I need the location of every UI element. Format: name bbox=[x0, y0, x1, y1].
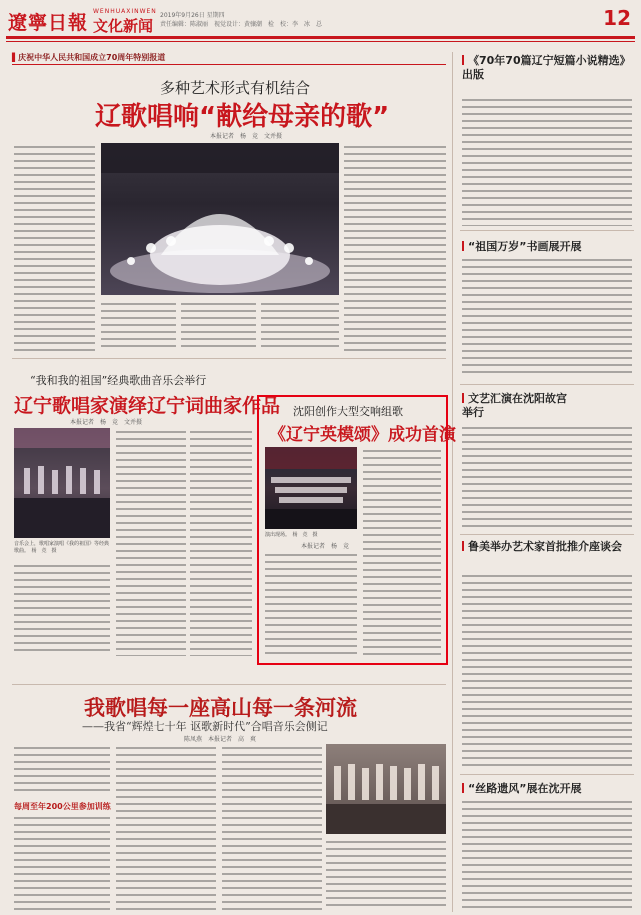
article4-photo bbox=[326, 744, 446, 834]
article3-photo-caption: 演出现场。 杨 竞 摄 bbox=[265, 532, 318, 538]
concert-image bbox=[14, 428, 110, 538]
editor-line: 责任编辑：陈淑丽 视觉设计：黄骧潮 检 校：李 冰 总 bbox=[160, 21, 323, 28]
article2-byline: 本报记者 杨 竞 文并摄 bbox=[70, 419, 143, 426]
article3-kicker: 沈阳创作大型交响组歌 bbox=[293, 405, 403, 418]
section-title: 文化新闻 bbox=[93, 17, 154, 35]
section-english: WENHUAXINWEN bbox=[93, 8, 157, 15]
symphony-image bbox=[265, 447, 357, 529]
masthead-rule-thin bbox=[6, 41, 635, 42]
article4-body-col3 bbox=[222, 744, 322, 910]
lead-body-col1 bbox=[14, 143, 95, 351]
article2-body-col1 bbox=[116, 428, 186, 656]
article4-byline: 陈凤燕 本报记者 高 爽 bbox=[184, 736, 257, 743]
article2-photo bbox=[14, 428, 110, 538]
lead-body-col4 bbox=[261, 300, 339, 352]
article3-body-col2 bbox=[363, 447, 441, 657]
lead-body-col5 bbox=[344, 143, 446, 352]
sidebar-item-3-title[interactable]: 文艺汇演在沈阳故宫举行 bbox=[462, 392, 572, 420]
article2-photo-caption: 音乐会上，歌唱家演唱《我的祖国》等经典歌曲。 杨 竞 摄 bbox=[14, 541, 110, 554]
article2-body-col0 bbox=[14, 562, 110, 656]
article4-body-col1b bbox=[14, 814, 110, 910]
sidebar-item-3-body bbox=[462, 424, 632, 528]
lead-byline: 本报记者 杨 竞 文并摄 bbox=[210, 133, 283, 140]
sidebar-item-2-body bbox=[462, 256, 632, 378]
article3-body-col1 bbox=[265, 551, 357, 657]
banner-rule bbox=[12, 64, 446, 65]
section-rule-2 bbox=[12, 684, 446, 685]
lead-headline[interactable]: 辽歌唱响“献给母亲的歌” bbox=[95, 102, 390, 132]
article4-body-col1a bbox=[14, 744, 110, 796]
sidebar-item-2-title[interactable]: “祖国万岁”书画展开展 bbox=[462, 238, 632, 254]
sidebar-divider bbox=[452, 52, 453, 912]
sidebar-rule-2 bbox=[460, 384, 634, 385]
banner-marker-icon: ▌ bbox=[12, 53, 19, 62]
special-report-banner: ▌庆祝中华人民共和国成立70周年特别报道 bbox=[12, 53, 166, 62]
lead-body-col2 bbox=[101, 300, 176, 352]
article3-headline[interactable]: 《辽宁英模颂》成功首演 bbox=[269, 425, 456, 445]
lead-body-col3 bbox=[181, 300, 256, 352]
article2-kicker: “我和我的祖国”经典歌曲音乐会举行 bbox=[30, 374, 207, 387]
article2-headline[interactable]: 辽宁歌唱家演绎辽宁词曲家作品 bbox=[14, 395, 281, 417]
article2-body-col2 bbox=[190, 428, 252, 656]
date-line: 2019年9月26日 星期四 bbox=[160, 12, 225, 19]
article4-body-col2 bbox=[116, 744, 216, 910]
newspaper-logo: 遼寧日報 bbox=[8, 12, 89, 34]
sidebar-rule-3 bbox=[460, 534, 634, 535]
stage-performance-image bbox=[101, 143, 339, 295]
article3-photo bbox=[265, 447, 357, 529]
article4-inner-heading: 每周至年200公里参加训练 bbox=[14, 802, 111, 811]
sidebar-item-5-title[interactable]: “丝路遗风”展在沈开展 bbox=[462, 780, 632, 796]
article3-byline: 本报记者 杨 竞 bbox=[301, 543, 350, 550]
sidebar-item-5-body bbox=[462, 798, 632, 910]
section-rule bbox=[12, 358, 446, 359]
sidebar-item-1-body bbox=[462, 96, 632, 226]
article4-body-col4 bbox=[326, 838, 446, 910]
lead-photo bbox=[101, 143, 339, 295]
sidebar-rule-4 bbox=[460, 774, 634, 775]
lead-kicker: 多种艺术形式有机结合 bbox=[160, 79, 311, 97]
choir-image bbox=[326, 744, 446, 834]
sidebar-item-1-title[interactable]: 《70年70篇辽宁短篇小说精选》出版 bbox=[462, 54, 631, 81]
article4-headline[interactable]: 我歌唱每一座高山每一条河流 bbox=[84, 696, 357, 720]
sidebar-rule-1 bbox=[460, 230, 634, 231]
page-number: 12 bbox=[603, 6, 631, 30]
sidebar-item-4-body bbox=[462, 572, 632, 768]
highlighted-article-box[interactable] bbox=[257, 395, 456, 665]
article4-subhead: ——我省“辉煌七十年 讴歌新时代”合唱音乐会侧记 bbox=[82, 720, 328, 733]
masthead-rule bbox=[6, 36, 635, 39]
sidebar-item-4-title[interactable]: 鲁美举办艺术家首批推介座谈会 bbox=[462, 540, 622, 554]
